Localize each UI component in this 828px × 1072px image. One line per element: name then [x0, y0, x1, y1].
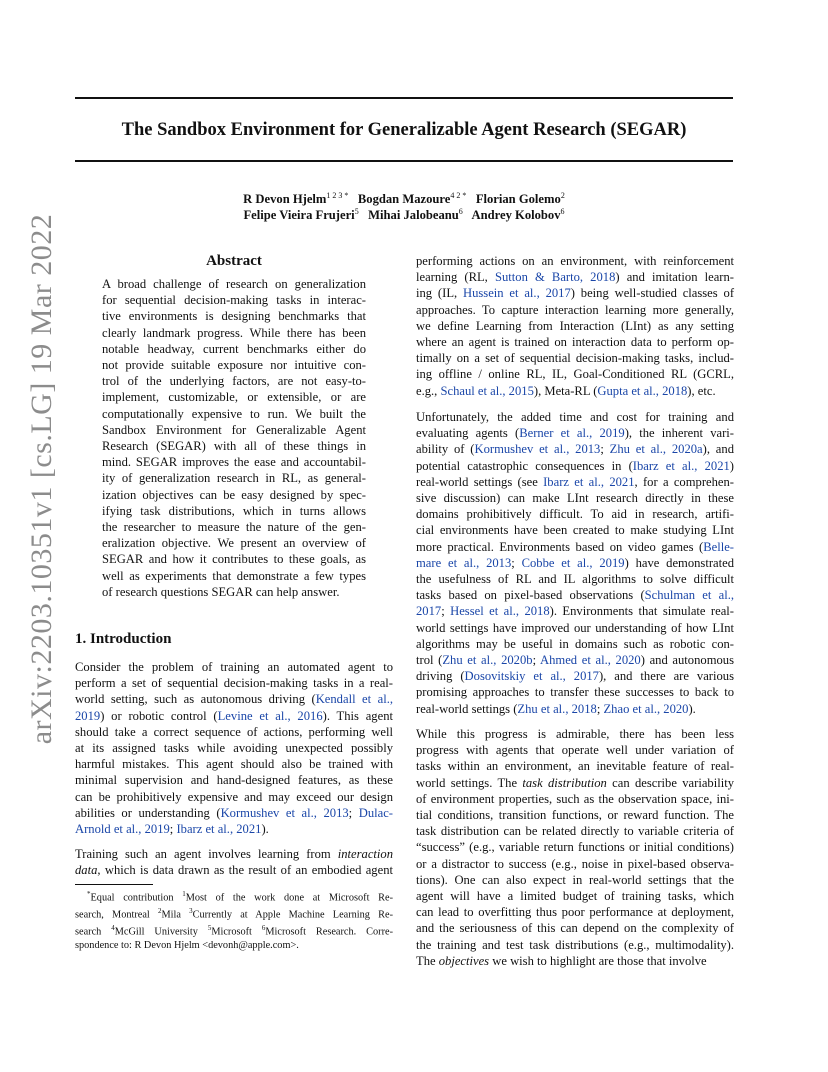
citation-link[interactable]: Schulman et al., [644, 588, 734, 603]
citation-link[interactable]: Ibarz et al., 2021 [176, 822, 262, 837]
abstract-line: ifying task distributions, which in turns allows [102, 503, 366, 518]
citation-link[interactable]: Gupta et al., 2018 [597, 383, 688, 398]
abstract-line: notable headway, current benchmarks either do [102, 341, 366, 356]
text-run: progress with agents that operate well under variation of [416, 743, 734, 758]
author-affiliation: 5 [354, 207, 359, 216]
text-line [416, 839, 734, 855]
citation-link[interactable]: 2019 [75, 708, 101, 723]
citation-link[interactable]: Arnold et al., 2019 [75, 822, 170, 837]
text-run: Unfortunately, the added time and cost for training and [416, 410, 734, 424]
text-line: world setting, such as autonomous driving (Kendall et al., [75, 692, 394, 707]
text-run: ) and imitation learn- [615, 270, 734, 285]
text-run: real-world settings (see [416, 474, 544, 489]
text-run: cial environments have been created to make studying LInt [416, 523, 734, 538]
section-heading-introduction: 1. Introduction [75, 631, 172, 647]
text-run: ), and there are various [598, 669, 734, 684]
text-run: algorithms may be useful in domains such as robotic con- [416, 636, 734, 651]
text-line [416, 458, 734, 474]
text-line [416, 302, 734, 318]
citation-link[interactable]: Zhu et al., 2020b [442, 653, 533, 668]
text-line [416, 603, 734, 619]
text-run: real-world settings ( [416, 701, 518, 716]
text-line: can be prohibitively expensive and may exceed our design [75, 789, 393, 804]
text-line: harmful mistakes. This agent should also be trained with [75, 757, 393, 772]
text-line [416, 350, 734, 366]
abstract-line: tive environments is designing benchmarks that [102, 309, 366, 324]
text-line: perform a set of sequential decision-making tasks in a real- [75, 676, 393, 691]
text-run: tasks within an environment, an inevitable feature of real- [416, 759, 734, 774]
text-run: we define Learning from Interaction (LInt) as any setting [416, 318, 734, 333]
text-run: ; [532, 653, 541, 668]
abstract-line: mind. SEGAR improves the ease and accountabil- [102, 455, 366, 470]
text-run: agent will have a limited budget of training tasks, which [416, 889, 734, 904]
text-line [416, 269, 734, 285]
text-line: 2019) or robotic control (Levine et al., 2016). This agent [75, 708, 393, 723]
text-run: tions). One can also expect in real-world settings that the [416, 872, 734, 887]
text-run: of environment properties, such as the observation space, ini- [416, 791, 734, 806]
text-run: ) being well-studied classes of [570, 286, 735, 301]
text-run: tasks based on pixel-based observations ( [416, 588, 645, 603]
text-run: evaluating agents ( [416, 426, 520, 441]
text-run: ; [511, 555, 522, 570]
text-run: e.g., [416, 383, 441, 398]
author-name: Felipe Vieira Frujeri [243, 208, 355, 223]
text-run: ). [688, 701, 696, 716]
text-run: ability of ( [416, 442, 475, 457]
text-run: can lead to overfitting thus poor performance at deployment, [416, 905, 734, 920]
text-run: ), the inherent vari- [624, 426, 735, 441]
text-line [416, 285, 734, 301]
text-line: spondence to: R Devon Hjelm <devonh@apple.com>. [75, 939, 299, 951]
text-run: and the seriousness of this can depend on the complexity of [416, 921, 734, 936]
author-affiliation: 1 2 3 * [326, 191, 349, 200]
text-line [416, 920, 734, 936]
text-line [416, 636, 734, 652]
text-line [416, 571, 734, 587]
citation-link[interactable]: Kendall et al., [315, 692, 394, 707]
text-run: task distribution can be related directly to variable criteria of [416, 824, 734, 839]
emphasized-term: task distribution [522, 775, 607, 790]
text-run: ), Meta-RL ( [533, 383, 598, 398]
text-run: ; [600, 442, 610, 457]
text-run: While this progress is admirable, there has been less [416, 727, 734, 741]
text-run: ) [729, 458, 734, 473]
title-top-rule [75, 97, 733, 99]
text-run: performing actions on an environment, with reinforcement [416, 254, 734, 268]
right-paragraph-3 [416, 726, 734, 969]
text-run: ). Environments that simulate real- [549, 604, 734, 619]
text-run: world settings. The [416, 775, 523, 790]
author-name: Andrey Kolobov [471, 208, 561, 223]
abstract-line: clearly landmark progress. While there has been [102, 325, 366, 340]
text-line [416, 506, 734, 522]
text-line: should take a correct sequence of actions, performing well [75, 724, 393, 739]
text-run: driving ( [416, 669, 465, 684]
text-run: where an agent is trained on interaction data to perform op- [416, 335, 734, 350]
text-run: ; [596, 701, 604, 716]
citation-link[interactable]: Kormushev et al., 2013 [474, 442, 601, 457]
title-bottom-rule [75, 160, 733, 162]
text-line: minimal supervision and hand-designed features, as these [75, 773, 393, 788]
text-line [416, 904, 734, 920]
citation-link[interactable]: Kormushev et al., 2013 [220, 805, 349, 820]
text-run: timally on a set of sequential decision-making tasks, includ- [416, 351, 734, 366]
text-run: ing (IL, [416, 286, 463, 301]
abstract-heading: Abstract [206, 253, 262, 269]
text-run: ) and autonomous [640, 653, 734, 668]
citation-link[interactable]: Ahmed et al., 2020 [540, 653, 641, 668]
text-line: Arnold et al., 2019; Ibarz et al., 2021). [75, 822, 269, 837]
abstract-line: not provide suitable exposure nor intuitive con- [102, 358, 366, 373]
text-line: at its assigned tasks while avoiding unexpected possibly [75, 741, 393, 756]
text-line [416, 742, 734, 758]
text-line: abilities or understanding (Kormushev et al., 2013; Dulac- [75, 805, 393, 820]
abstract-line: computationally expensive to run. We built the [102, 406, 366, 421]
text-line [416, 953, 734, 969]
paper-title: The Sandbox Environment for Generalizable Agent Research (SEGAR) [121, 120, 687, 140]
citation-link[interactable]: Zhu et al., 2018 [517, 701, 597, 716]
text-run: ) have demonstrated [624, 555, 734, 570]
citation-link[interactable]: Levine et al., 2016 [217, 708, 323, 723]
text-run: approaches. To capture interaction learning more generally, [416, 302, 734, 317]
abstract-line: well as experiments that demonstrate a few types [102, 568, 366, 583]
author-name: Florian Golemo [475, 192, 561, 207]
text-run: ), etc. [687, 383, 716, 398]
footnote [75, 888, 393, 952]
text-line [416, 555, 734, 571]
text-line [416, 872, 734, 888]
text-line [416, 490, 734, 506]
text-run: the usefulness of RL and IL algorithms to solve difficult [416, 572, 734, 587]
citation-link[interactable]: Hussein et al., 2017 [463, 286, 571, 301]
author-affiliation: 4 2 * [450, 191, 467, 200]
abstract-line: for sequential decision-making tasks in interac- [102, 293, 366, 308]
abstract-line: eralization objective. We present an overview of [102, 536, 366, 551]
text-line: *Equal contribution $^1$Most of the work done at Microsoft Re- [87, 890, 394, 904]
text-run: domains prohibitively difficult. To aid in research, artifi- [416, 507, 734, 522]
intro-paragraph-2 [75, 846, 393, 878]
text-line: Training such an agent involves learning from interaction [75, 847, 393, 861]
text-line [416, 937, 734, 953]
text-run: promising approaches to transfer these successes to back to [416, 685, 734, 700]
right-paragraph-2 [416, 409, 734, 717]
text-line [416, 807, 734, 823]
citation-link[interactable]: Hessel et al., 2018 [450, 604, 550, 619]
text-line [416, 668, 734, 684]
text-run: sive discussion) can make LInt research directly in these [416, 491, 734, 506]
abstract-line: the researcher to measure the nature of the gen- [102, 520, 366, 535]
text-line: search, Montreal $^2$Mila $^3$Currently at Apple Machine Learning Re- [75, 906, 393, 921]
author-line-2 [75, 207, 733, 223]
text-line [416, 318, 734, 334]
author-affiliation: 6 [560, 207, 565, 216]
text-run: “success” (e.g., variable return functions or initial conditions) [416, 840, 734, 855]
citation-link[interactable]: Dulac- [358, 805, 393, 820]
text-line [416, 474, 734, 490]
citation-link[interactable]: Cobbe et al., 2019 [521, 555, 625, 570]
text-line [416, 334, 734, 350]
text-line [416, 522, 734, 538]
text-run: world settings have improved our understanding of how LInt [416, 620, 734, 635]
text-line [416, 441, 734, 457]
abstract-line: Sandbox Environment for Generalizable Agent [102, 422, 366, 437]
abstract-body [102, 276, 366, 600]
text-line [416, 425, 734, 441]
text-line [416, 383, 734, 399]
abstract-line: ity of generalization research in RL, as general- [102, 471, 366, 486]
intro-paragraph-1 [75, 659, 393, 837]
abstract-line: A broad challenge of research on generalization [102, 277, 366, 291]
text-run: we wish to highlight are those that involve [489, 953, 707, 968]
text-line [416, 366, 734, 382]
abstract-line: Research (SEGAR) with all of these things in [102, 439, 366, 454]
text-run: learning (RL, [416, 270, 495, 285]
citation-link[interactable]: Schaul et al., 2015 [440, 383, 534, 398]
text-line [416, 888, 734, 904]
author-name: Mihai Jalobeanu [368, 208, 459, 223]
right-paragraph-1 [416, 253, 734, 399]
author-line-1 [75, 191, 733, 207]
citation-link[interactable]: Ibarz et al., 2021 [632, 458, 730, 473]
citation-link[interactable]: Zhao et al., 2020 [603, 701, 689, 716]
text-line [416, 791, 734, 807]
text-run: tial conditions, transition functions, or reward function. The [416, 808, 734, 823]
text-run: The [416, 953, 439, 968]
abstract-line: SEGAR and how it contributes to these goals, as [102, 552, 366, 567]
text-run: ), and [702, 442, 734, 457]
author-affiliation: 6 [458, 207, 463, 216]
footnote-rule [75, 884, 153, 885]
text-run: potential catastrophic consequences in ( [416, 458, 633, 473]
text-line [416, 758, 734, 774]
citation-link[interactable]: Belle- [703, 539, 734, 554]
text-line [416, 253, 734, 269]
text-line [416, 726, 734, 742]
text-line [416, 587, 734, 603]
text-line [416, 409, 734, 425]
text-line [416, 684, 734, 700]
author-name: R Devon Hjelm [243, 192, 327, 207]
text-run: trol ( [416, 653, 443, 668]
text-line [416, 775, 734, 791]
text-run: can describe variability [606, 775, 735, 790]
abstract-line: ization objectives can be easy designed by spec- [102, 487, 366, 502]
text-run: ing offline / online RL, IL, Goal-Conditioned RL (GCRL, [416, 367, 734, 382]
author-name: Bogdan Mazoure [357, 192, 451, 207]
text-line: Consider the problem of training an automated agent to [75, 660, 393, 674]
text-run: the training and test task distributions (e.g., multimodality). [416, 937, 734, 952]
text-line [416, 856, 734, 872]
abstract-line: implement, customizable, or extensible, or are [102, 390, 366, 405]
text-run: ; [441, 604, 451, 619]
text-line: search $^4$McGill University $^5$Microsoft $^6$Microsoft Research. Corre- [75, 923, 394, 938]
text-line [416, 823, 734, 839]
text-run: more practical. Environments based on video games ( [416, 539, 704, 554]
abstract-line: trol of the underlying factors, are not easy-to- [102, 374, 366, 389]
citation-link[interactable]: 2017 [416, 604, 442, 619]
text-line [416, 539, 734, 555]
citation-link[interactable]: Berner et al., 2019 [519, 426, 625, 441]
text-line [416, 701, 734, 717]
citation-link[interactable]: Zhu et al., 2020a [609, 442, 703, 457]
citation-link[interactable]: Sutton & Barto, 2018 [494, 270, 616, 285]
text-line [416, 652, 734, 668]
author-affiliation: 2 [560, 191, 565, 200]
citation-link[interactable]: Dosovitskiy et al., 2017 [464, 669, 599, 684]
text-line [416, 620, 734, 636]
text-line: data, which is data drawn as the result of an embodied agent [75, 863, 393, 878]
text-run: or a distractor to success (e.g., noise in pixel-based observa- [416, 856, 734, 871]
text-run: , for a comprehen- [634, 474, 734, 489]
citation-link[interactable]: Ibarz et al., 2021 [543, 474, 635, 489]
emphasized-term: objectives [438, 953, 490, 968]
abstract-line: of research questions SEGAR can help answer. [102, 584, 340, 599]
arxiv-identifier: arXiv:2203.10351v1 [cs.LG] 19 Mar 2022 [25, 213, 58, 745]
citation-link[interactable]: mare et al., 2013 [416, 555, 512, 570]
